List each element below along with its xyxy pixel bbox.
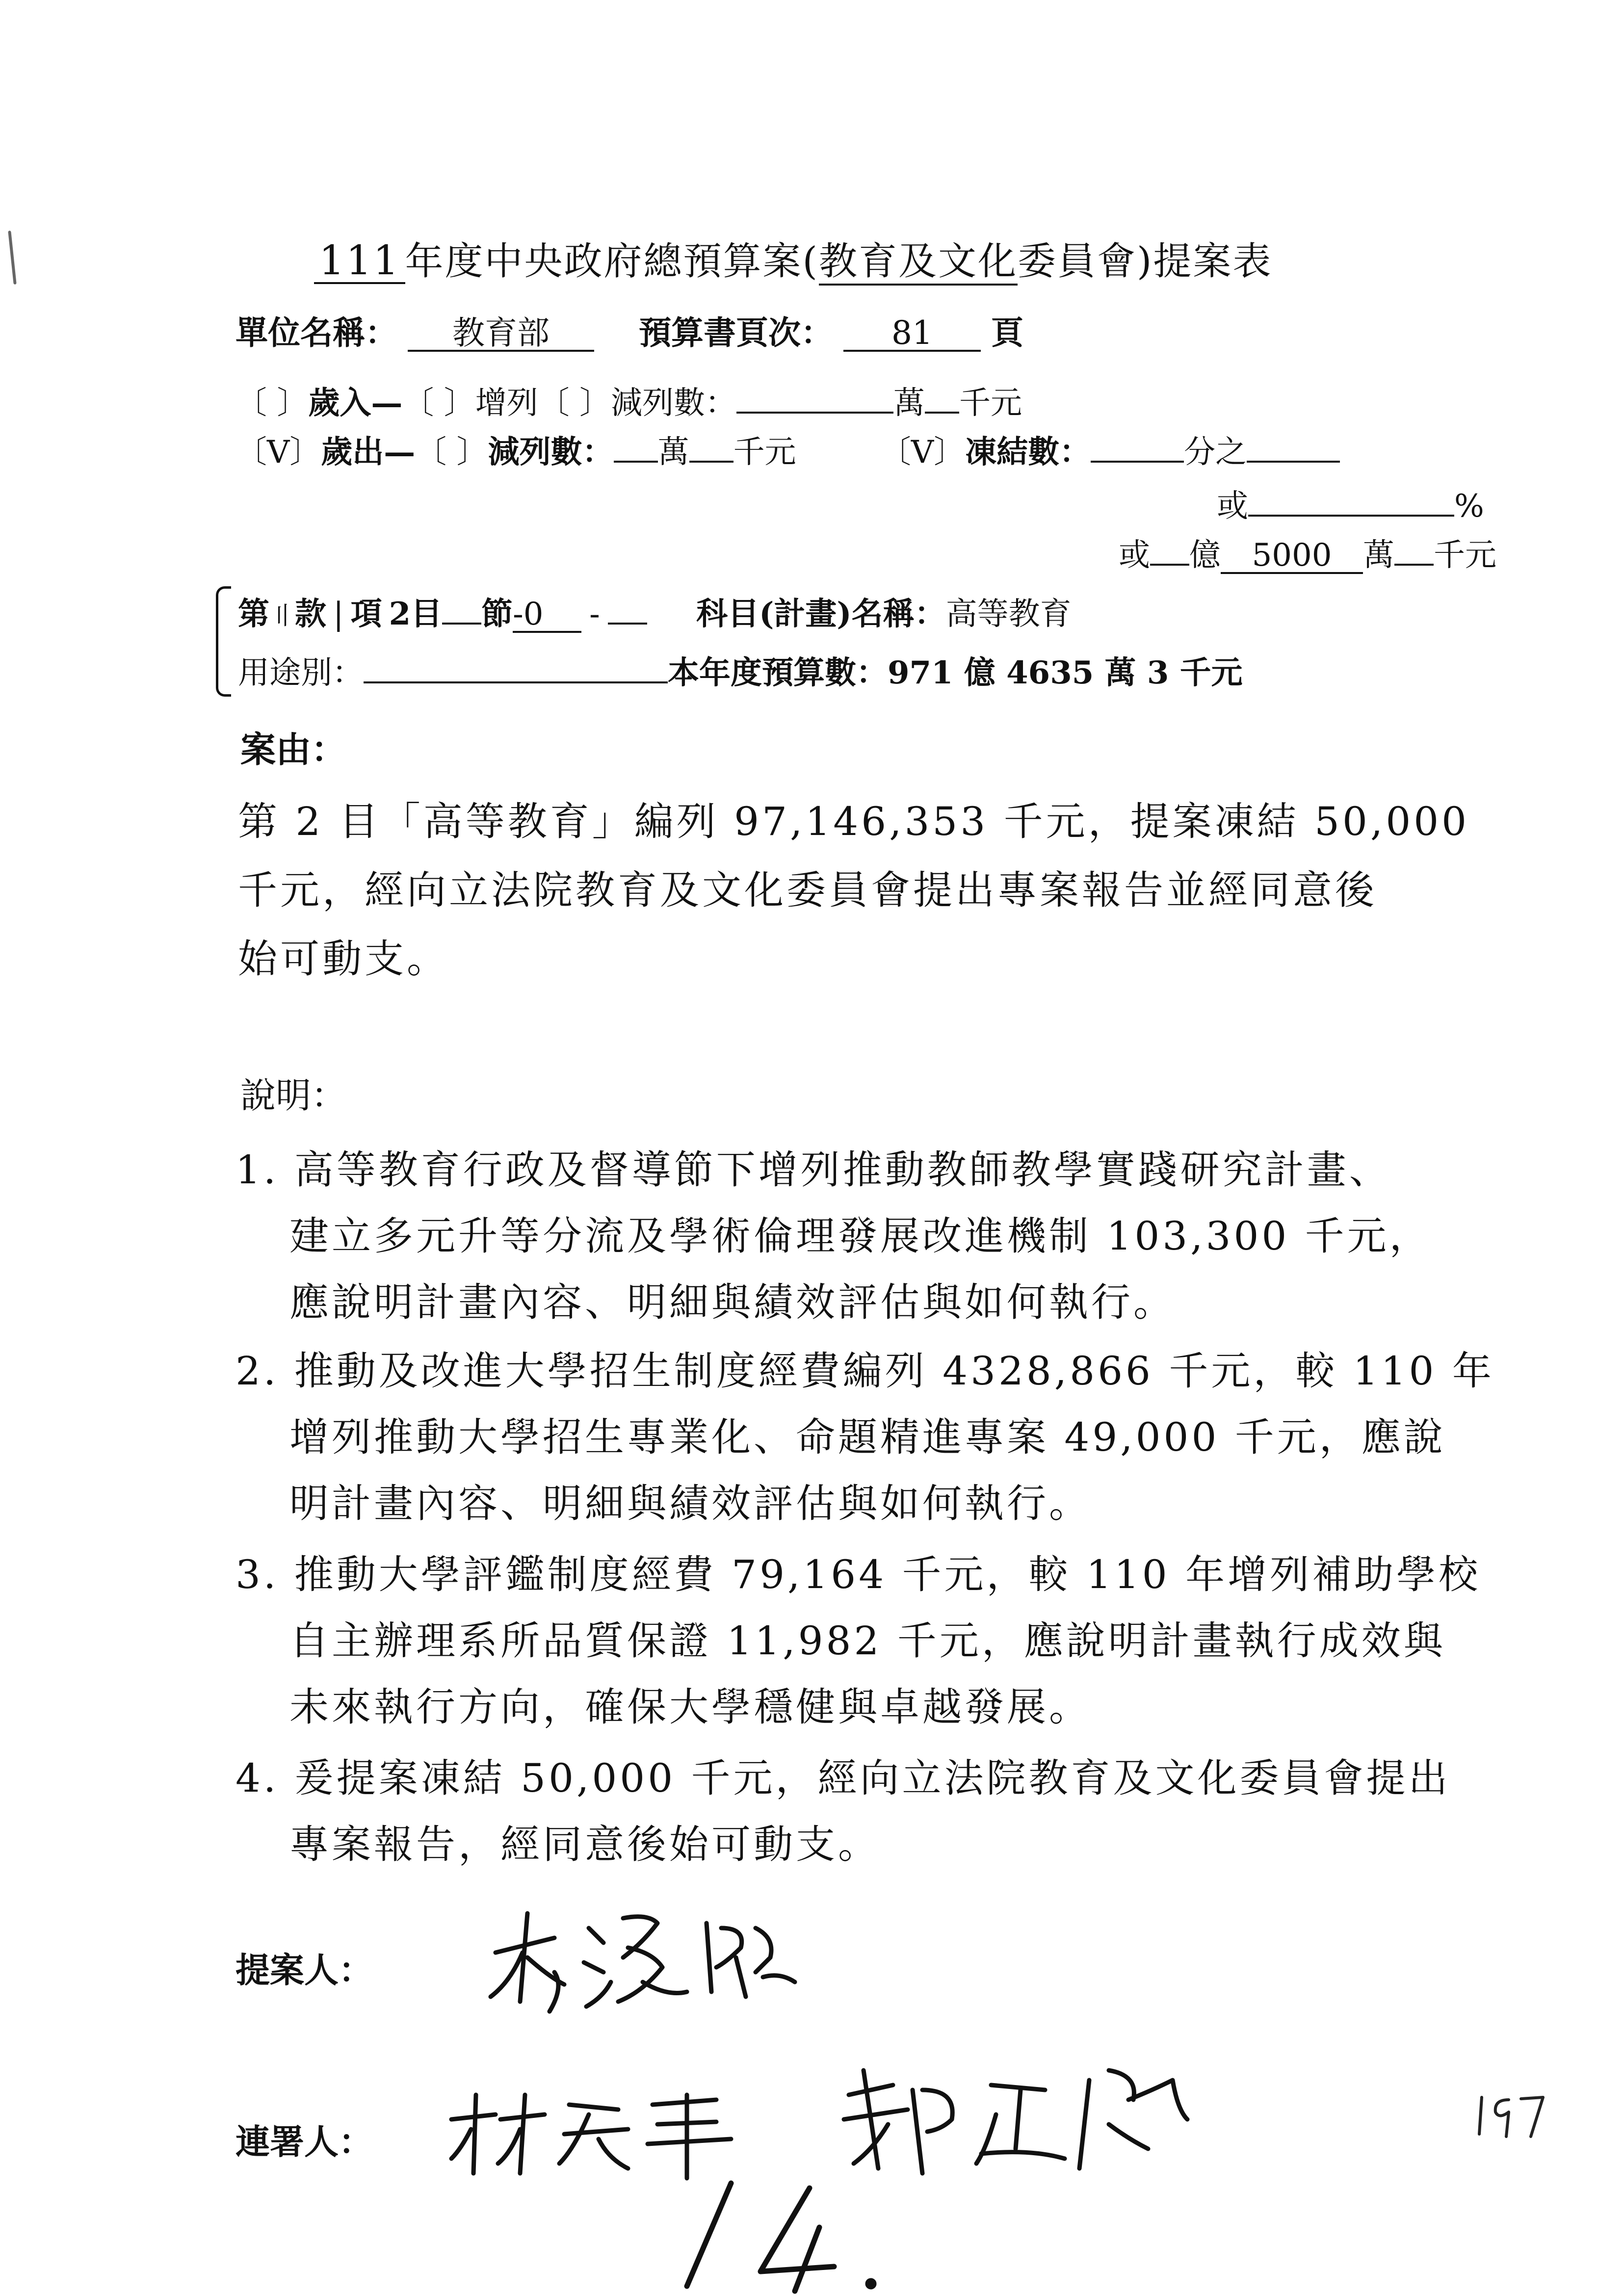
purpose-line — [238, 648, 1243, 693]
cosigner-label: 連署人： — [236, 2121, 373, 2162]
explain-line: 明計畫內容、明細與績效評估與如何執行。 — [289, 1481, 1091, 1526]
freeze-yi: 億 — [1189, 537, 1221, 574]
explain-line: 建立多元升等分流及學術倫理發展改進機制 103,300 千元， — [289, 1213, 1432, 1259]
unit-line — [236, 307, 1023, 353]
expense-line — [236, 427, 1340, 472]
revenue-wan: 萬 — [893, 385, 925, 421]
unit-value: 教育部 — [408, 316, 594, 352]
subject-value: 高等教育 — [945, 596, 1072, 632]
expense-qian: 千元 — [733, 434, 796, 470]
title-year: 111 — [314, 240, 405, 284]
expense-wan: 萬 — [657, 434, 689, 470]
expense-checkbox: 〔V〕 — [236, 434, 321, 470]
explain-line: 3. 推動大學評鑑制度經費 79,164 千元，較 110 年增列補助學校 — [236, 1552, 1481, 1597]
page-title — [314, 231, 1272, 286]
explain-line: 1. 高等教育行政及督導節下增列推動教師教學實踐研究計畫、 — [236, 1147, 1391, 1193]
title-post: 委員會)提案表 — [1017, 239, 1273, 284]
expense-label: 歲出— — [321, 434, 416, 470]
freeze-label: 凍結數： — [965, 434, 1091, 470]
freeze-or-amount — [1119, 530, 1496, 575]
xiang-label: 項 — [350, 596, 382, 632]
freeze-checkbox: 〔V〕 — [879, 434, 966, 470]
reason-line: 始可動支。 — [238, 936, 449, 982]
title-pre: 年度中央政府總預算案( — [405, 239, 819, 284]
freeze-wan: 萬 — [1363, 537, 1394, 574]
handwritten-page-number — [1472, 2090, 1550, 2144]
freeze-amount: 5000 — [1221, 539, 1363, 574]
freeze-or-percent — [1217, 481, 1484, 526]
reason-heading: 案由： — [240, 729, 347, 770]
revenue-cut-checkbox: 〔 〕 — [538, 385, 611, 421]
freeze-qian: 千元 — [1434, 537, 1496, 574]
reason-line: 千元，經向立法院教育及文化委員會提出專案報告並經同意後 — [238, 867, 1377, 913]
freeze-or-2: 或 — [1119, 537, 1150, 574]
jie-dash: - — [589, 596, 600, 632]
revenue-add-label: 增列 — [475, 385, 538, 421]
explain-line: 專案報告，經同意後始可動支。 — [289, 1822, 880, 1867]
explain-heading: 說明： — [240, 1075, 347, 1116]
explain-line: 未來執行方向，確保大學穩健與卓越發展。 — [289, 1684, 1091, 1730]
revenue-qian: 千元 — [959, 385, 1022, 421]
explain-line: 2. 推動及改進大學招生制度經費編列 4328,866 千元，較 110 年 — [236, 1348, 1494, 1394]
revenue-label: 歲入— — [308, 385, 403, 421]
reason-line: 第 2 目「高等教育」編列 97,146,353 千元，提案凍結 50,000 — [238, 799, 1470, 844]
scan-edge-mark — [8, 231, 16, 285]
kuan-label: 款 — [295, 596, 327, 632]
purpose-label: 用途別： — [238, 655, 364, 691]
mu-number: 2 — [389, 596, 411, 632]
revenue-checkbox: 〔 〕 — [236, 385, 309, 421]
cosigner-signature-2 — [834, 2051, 1236, 2188]
revenue-line — [236, 378, 1022, 423]
unit-label: 單位名稱： — [236, 313, 397, 352]
jie-label: 節 — [481, 596, 513, 632]
page-ref-value: 81 — [843, 316, 981, 352]
revenue-add-checkbox: 〔 〕 — [402, 385, 475, 421]
page-ref-unit: 頁 — [991, 313, 1023, 352]
freeze-fen: 分之 — [1184, 434, 1247, 470]
explain-line: 4. 爰提案凍結 50,000 千元，經向立法院教育及文化委員會提出 — [236, 1755, 1451, 1801]
handwritten-number — [672, 2173, 898, 2296]
kuan-mark: 〢 — [269, 601, 295, 631]
annual-budget: 本年度預算數：971 億 4635 萬 3 千元 — [668, 654, 1243, 691]
proposer-signature — [481, 1899, 834, 2016]
expense-cut-checkbox: 〔 〕 — [415, 434, 488, 470]
proposer-label: 提案人： — [236, 1950, 373, 1990]
explain-line: 增列推動大學招生專業化、命題精進專案 49,000 千元，應說 — [289, 1414, 1446, 1460]
explain-line: 自主辦理系所品質保證 11,982 千元，應說明計畫執行成效與 — [289, 1618, 1446, 1664]
kuan-prefix: 第 — [238, 596, 269, 632]
explain-line: 應說明計畫內容、明細與績效評估與如何執行。 — [289, 1279, 1176, 1325]
item-line: 第〢款 | 項 2目 節-0 - 科目(計畫)名稱：高等教育 — [238, 596, 1072, 632]
expense-cut-label: 減列數： — [488, 434, 614, 470]
jie-value: -0 — [513, 598, 581, 633]
title-committee: 教育及文化 — [819, 239, 1018, 286]
mu-label: 目 — [411, 596, 443, 632]
handwritten-bracket — [216, 586, 231, 697]
cosigner-signature-1 — [442, 2085, 814, 2183]
subject-label: 科目(計畫)名稱： — [696, 596, 946, 632]
revenue-cut-label: 減列數： — [611, 385, 737, 421]
page-ref-label: 預算書頁次： — [638, 313, 833, 352]
freeze-or-1: 或 — [1217, 488, 1248, 524]
freeze-pct: % — [1454, 488, 1484, 524]
